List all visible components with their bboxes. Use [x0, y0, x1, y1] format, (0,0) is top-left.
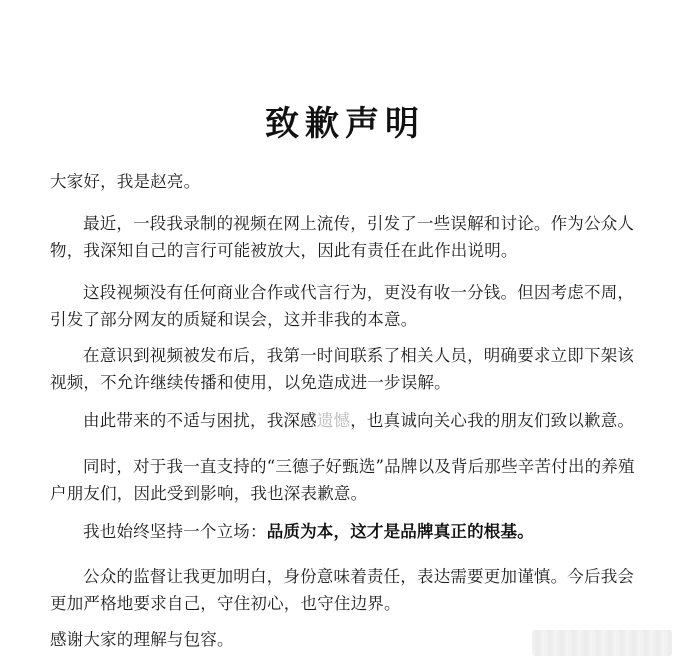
paragraph-7: 公众的监督让我更加明白，身份意味着责任，表达需要更加谨慎。今后我会更加严格地要求自己，守住初心，也守住边界。: [50, 567, 635, 613]
paragraph-4-faded-word: 遗憾: [316, 411, 351, 430]
paragraph-6-emphasis: 品质为本，这才是品牌真正的根基。: [266, 522, 534, 541]
watermark: [532, 630, 672, 656]
paragraph-4: [50, 407, 640, 434]
page-title: 致歉声明: [265, 104, 425, 144]
paragraph-5: 同时，对于我一直支持的“三德子好甄选”品牌以及背后那些辛苦付出的养殖户朋友们，因此受到影响，我也深表歉意。: [50, 457, 635, 503]
paragraph-6-lead: 我也始终坚持一个立场：: [83, 522, 267, 541]
paragraph-4-part-2: ，也真诚向关心我的朋友们致以歉意。: [350, 411, 635, 430]
paragraph-2: 这段视频没有任何商业合作或代言行为，更没有收一分钱。但因考虑不周，引发了部分网友的质疑和误会，这并非我的本意。: [50, 283, 635, 329]
paragraph-3: 在意识到视频被发布后，我第一时间联系了相关人员，明确要求立即下架该视频，不允许继续传播和使用，以免造成进一步误解。: [50, 346, 635, 392]
paragraph-1: 最近，一段我录制的视频在网上流传，引发了一些误解和讨论。作为公众人物，我深知自己的言行可能被放大，因此有责任在此作出说明。: [50, 214, 635, 260]
paragraph-6: [50, 518, 640, 545]
paragraph-4-part-1: 由此带来的不适与困扰，我深感: [83, 411, 317, 430]
closing-line: 感谢大家的理解与包容。: [50, 630, 234, 649]
greeting: 大家好，我是赵亮。: [50, 172, 201, 191]
